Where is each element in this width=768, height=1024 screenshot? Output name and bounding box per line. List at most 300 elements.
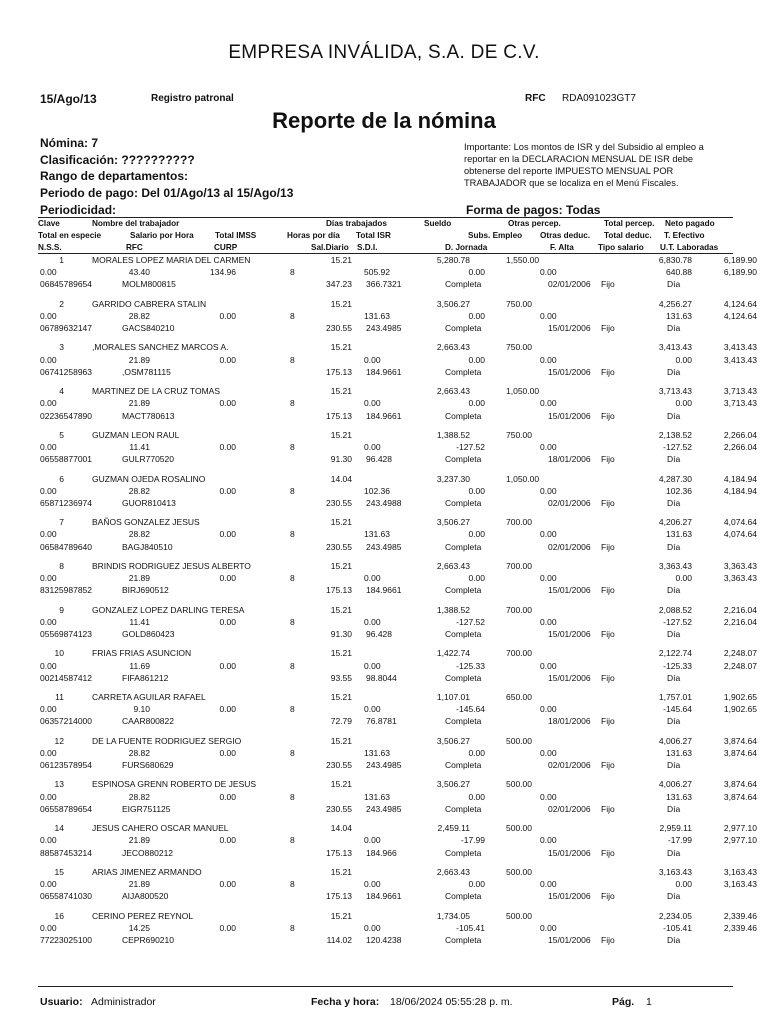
cell-jornada: Completa (445, 367, 482, 377)
cell-neto: 1,902.65 (723, 692, 757, 702)
cell-dias: 15.21 (330, 648, 352, 658)
cell-otras: 1,550.00 (506, 255, 540, 265)
cell-name: GARRIDO CABRERA STALIN (92, 299, 207, 309)
cell-sdi: 243.4988 (366, 498, 402, 508)
usuario-value: Administrador (91, 996, 156, 1008)
cell-isr: 131.63 (364, 311, 390, 321)
cell-especie: 0.00 (40, 529, 57, 539)
cell-odeduc: 0.00 (540, 792, 557, 802)
column-header: N.S.S. (38, 243, 62, 252)
cell-tdeduc: -127.52 (663, 617, 692, 627)
cell-sueldo: 1,388.52 (436, 430, 470, 440)
footer-rule (38, 986, 733, 987)
cell-tipo: Fijo (601, 367, 615, 377)
cell-horas: 8 (290, 835, 295, 845)
cell-neto: 3,713.43 (723, 386, 757, 396)
cell-ut: Día (667, 411, 681, 421)
cell-sueldo: 3,237.30 (436, 474, 470, 484)
report-date: 15/Ago/13 (40, 92, 97, 106)
cell-jornada: Completa (445, 935, 482, 945)
cell-nss: 05569874123 (40, 629, 93, 639)
column-header: U.T. Laboradas (660, 243, 719, 252)
cell-dias: 15.21 (330, 386, 352, 396)
cell-sdi: 184.9661 (366, 411, 402, 421)
cell-tipo: Fijo (601, 542, 615, 552)
cell-nss: 06584789640 (40, 542, 93, 552)
usuario-label: Usuario: (40, 996, 83, 1008)
cell-tperc: 2,138.52 (658, 430, 692, 440)
cell-ut: Día (667, 585, 681, 595)
cell-isr: 0.00 (364, 879, 381, 889)
cell-dias: 15.21 (330, 736, 352, 746)
cell-tdeduc: 0.00 (675, 573, 692, 583)
cell-tperc: 4,006.27 (658, 736, 692, 746)
cell-sdiario: 91.30 (330, 454, 352, 464)
cell-sdiario: 230.55 (326, 542, 352, 552)
cell-shora: 14.25 (128, 923, 150, 933)
cell-tipo: Fijo (601, 891, 615, 901)
registro-patronal-label: Registro patronal (151, 93, 234, 104)
cell-sueldo: 1,734.05 (436, 911, 470, 921)
cell-sdiario: 114.02 (326, 935, 352, 945)
cell-rfc: GOLD860423 (122, 629, 175, 639)
cell-nss: 88587453214 (40, 848, 93, 858)
cell-efectivo: 3,163.43 (723, 879, 757, 889)
cell-isr: 0.00 (364, 355, 381, 365)
cell-tdeduc: 131.63 (666, 748, 692, 758)
cell-dias: 15.21 (330, 561, 352, 571)
column-header: RFC (126, 243, 143, 252)
column-header: Sueldo (424, 219, 452, 228)
cell-efectivo: 3,363.43 (723, 573, 757, 583)
cell-subs: 0.00 (468, 486, 485, 496)
cell-especie: 0.00 (40, 661, 57, 671)
cell-clave: 10 (54, 648, 64, 658)
cell-shora: 11.41 (129, 442, 150, 452)
cell-sueldo: 3,506.27 (436, 736, 470, 746)
cell-imss: 0.00 (219, 355, 236, 365)
cell-efectivo: 2,339.46 (723, 923, 757, 933)
cell-sdi: 120.4238 (366, 935, 402, 945)
cell-dias: 15.21 (330, 255, 352, 265)
forma-pagos-field: Forma de pagos: Todas (466, 203, 601, 217)
cell-otras: 750.00 (506, 342, 532, 352)
cell-neto: 3,363.43 (723, 561, 757, 571)
cell-alta: 15/01/2006 (548, 629, 591, 639)
cell-alta: 15/01/2006 (548, 367, 591, 377)
cell-name: ARIAS JIMENEZ ARMANDO (92, 867, 202, 877)
cell-otras: 650.00 (506, 692, 532, 702)
cell-horas: 8 (290, 442, 295, 452)
cell-odeduc: 0.00 (540, 398, 557, 408)
cell-isr: 0.00 (364, 573, 381, 583)
cell-subs: 0.00 (468, 573, 485, 583)
cell-nss: 77223025100 (40, 935, 93, 945)
cell-nss: 02236547890 (40, 411, 93, 421)
column-header: T. Efectivo (664, 231, 705, 240)
cell-efectivo: 2,216.04 (723, 617, 757, 627)
cell-imss: 0.00 (219, 442, 236, 452)
cell-clave: 5 (59, 430, 64, 440)
rfc-label: RFC (525, 93, 546, 104)
page-number: 1 (646, 996, 652, 1008)
cell-efectivo: 3,874.64 (723, 748, 757, 758)
column-header: F. Alta (550, 243, 574, 252)
cell-tipo: Fijo (601, 411, 615, 421)
cell-tperc: 2,234.05 (658, 911, 692, 921)
cell-sueldo: 2,663.43 (436, 386, 470, 396)
cell-horas: 8 (290, 792, 295, 802)
cell-rfc: ,OSM781115 (122, 367, 171, 377)
cell-sdi: 96.428 (366, 454, 392, 464)
cell-neto: 2,216.04 (723, 605, 757, 615)
cell-jornada: Completa (445, 804, 482, 814)
cell-tperc: 3,713.43 (658, 386, 692, 396)
cell-sueldo: 2,663.43 (436, 867, 470, 877)
cell-ut: Día (667, 716, 681, 726)
cell-ut: Día (667, 673, 681, 683)
report-title: Reporte de la nómina (272, 108, 496, 133)
cell-nss: 06845789654 (40, 279, 93, 289)
cell-especie: 0.00 (40, 398, 57, 408)
cell-neto: 2,339.46 (723, 911, 757, 921)
cell-ut: Día (667, 323, 681, 333)
cell-alta: 15/01/2006 (548, 673, 591, 683)
cell-name: DE LA FUENTE RODRIGUEZ SERGIO (92, 736, 242, 746)
cell-efectivo: 2,977.10 (723, 835, 757, 845)
cell-otras: 700.00 (506, 517, 532, 527)
cell-efectivo: 2,266.04 (723, 442, 757, 452)
cell-horas: 8 (290, 704, 295, 714)
cell-imss: 0.00 (219, 661, 236, 671)
cell-odeduc: 0.00 (540, 529, 557, 539)
cell-neto: 6,189.90 (723, 255, 757, 265)
cell-shora: 28.82 (128, 792, 150, 802)
cell-tperc: 4,006.27 (658, 779, 692, 789)
cell-neto: 3,413.43 (723, 342, 757, 352)
cell-efectivo: 4,124.64 (723, 311, 757, 321)
cell-isr: 0.00 (364, 923, 381, 933)
cell-sdi: 184.9661 (366, 585, 402, 595)
column-header: Total en especie (38, 231, 102, 240)
cell-especie: 0.00 (40, 442, 57, 452)
cell-otras: 500.00 (506, 779, 532, 789)
column-header: Horas por día (287, 231, 340, 240)
cell-tipo: Fijo (601, 673, 615, 683)
cell-subs: 0.00 (468, 879, 485, 889)
company-name: EMPRESA INVÁLIDA, S.A. DE C.V. (228, 42, 540, 63)
cell-sdi: 243.4985 (366, 542, 402, 552)
cell-horas: 8 (290, 486, 295, 496)
cell-clave: 14 (54, 823, 64, 833)
cell-subs: 0.00 (468, 311, 485, 321)
cell-otras: 700.00 (506, 648, 532, 658)
cell-tipo: Fijo (601, 454, 615, 464)
cell-horas: 8 (290, 617, 295, 627)
cell-jornada: Completa (445, 848, 482, 858)
cell-subs: -127.52 (456, 617, 485, 627)
cell-odeduc: 0.00 (540, 311, 557, 321)
cell-dias: 15.21 (330, 911, 352, 921)
cell-jornada: Completa (445, 542, 482, 552)
cell-efectivo: 3,413.43 (723, 355, 757, 365)
cell-horas: 8 (290, 573, 295, 583)
cell-name: MARTINEZ DE LA CRUZ TOMAS (92, 386, 220, 396)
cell-nss: 06558877001 (40, 454, 93, 464)
cell-imss: 0.00 (219, 879, 236, 889)
cell-ut: Día (667, 498, 681, 508)
cell-isr: 131.63 (364, 792, 390, 802)
cell-imss: 0.00 (219, 923, 236, 933)
cell-tperc: 4,256.27 (658, 299, 692, 309)
cell-alta: 18/01/2006 (548, 454, 591, 464)
cell-sdiario: 175.13 (326, 585, 352, 595)
cell-sueldo: 3,506.27 (436, 517, 470, 527)
cell-alta: 15/01/2006 (548, 585, 591, 595)
cell-tipo: Fijo (601, 279, 615, 289)
cell-tipo: Fijo (601, 629, 615, 639)
cell-shora: 9.10 (133, 704, 150, 714)
cell-odeduc: 0.00 (540, 617, 557, 627)
cell-neto: 4,074.64 (723, 517, 757, 527)
cell-rfc: MACT780613 (122, 411, 175, 421)
cell-rfc: FIFA861212 (122, 673, 169, 683)
cell-nss: 06789632147 (40, 323, 93, 333)
cell-otras: 500.00 (506, 911, 532, 921)
cell-tperc: 1,757.01 (658, 692, 692, 702)
cell-efectivo: 4,184.94 (723, 486, 757, 496)
cell-imss: 0.00 (219, 748, 236, 758)
cell-efectivo: 2,248.07 (723, 661, 757, 671)
cell-sdi: 366.7321 (366, 279, 402, 289)
cell-alta: 02/01/2006 (548, 279, 591, 289)
cell-subs: 0.00 (468, 355, 485, 365)
cell-tperc: 6,830.78 (658, 255, 692, 265)
cell-name: JESUS CAHERO OSCAR MANUEL (92, 823, 229, 833)
cell-ut: Día (667, 279, 681, 289)
cell-otras: 1,050.00 (506, 386, 540, 396)
cell-efectivo: 1,902.65 (723, 704, 757, 714)
cell-tipo: Fijo (601, 848, 615, 858)
cell-jornada: Completa (445, 454, 482, 464)
cell-jornada: Completa (445, 323, 482, 333)
cell-tdeduc: -145.64 (663, 704, 692, 714)
cell-efectivo: 3,874.64 (723, 792, 757, 802)
cell-rfc: BIRJ690512 (122, 585, 169, 595)
cell-tipo: Fijo (601, 585, 615, 595)
cell-tdeduc: 640.88 (666, 267, 692, 277)
cell-isr: 102.36 (364, 486, 390, 496)
cell-sdi: 96.428 (366, 629, 392, 639)
cell-rfc: CEPR690210 (122, 935, 174, 945)
cell-imss: 0.00 (219, 792, 236, 802)
cell-sueldo: 1,107.01 (436, 692, 470, 702)
cell-sdi: 76.8781 (366, 716, 397, 726)
cell-horas: 8 (290, 355, 295, 365)
cell-especie: 0.00 (40, 835, 57, 845)
cell-otras: 700.00 (506, 605, 532, 615)
cell-rfc: MOLM800815 (122, 279, 176, 289)
cell-dias: 15.21 (330, 779, 352, 789)
cell-dias: 15.21 (330, 299, 352, 309)
cell-otras: 750.00 (506, 430, 532, 440)
cell-tperc: 4,206.27 (658, 517, 692, 527)
column-header: Total percep. (604, 219, 655, 228)
cell-horas: 8 (290, 661, 295, 671)
column-header: S.D.I. (357, 243, 378, 252)
cell-tdeduc: 131.63 (666, 529, 692, 539)
cell-name: GONZALEZ LOPEZ DARLING TERESA (92, 605, 245, 615)
header-rule-top (38, 217, 733, 218)
cell-ut: Día (667, 367, 681, 377)
cell-rfc: FURS680629 (122, 760, 174, 770)
cell-jornada: Completa (445, 279, 482, 289)
cell-isr: 0.00 (364, 617, 381, 627)
page-label: Pág. (612, 996, 635, 1008)
header-rule-bottom (38, 253, 733, 254)
periodo-pago-field: Periodo de pago: Del 01/Ago/13 al 15/Ago/13 (40, 186, 294, 200)
cell-dias: 15.21 (330, 342, 352, 352)
cell-tperc: 3,163.43 (658, 867, 692, 877)
cell-alta: 15/01/2006 (548, 891, 591, 901)
cell-rfc: GUOR810413 (122, 498, 176, 508)
cell-isr: 131.63 (364, 529, 390, 539)
cell-shora: 21.89 (128, 879, 150, 889)
cell-horas: 8 (290, 748, 295, 758)
cell-sdiario: 230.55 (326, 498, 352, 508)
cell-odeduc: 0.00 (540, 835, 557, 845)
cell-sdi: 98.8044 (366, 673, 397, 683)
cell-rfc: GACS840210 (122, 323, 175, 333)
cell-imss: 0.00 (219, 573, 236, 583)
cell-subs: -105.41 (456, 923, 485, 933)
periodicidad-field: Periodicidad: (40, 203, 117, 217)
cell-shora: 28.82 (128, 311, 150, 321)
clasificacion-field: Clasificación: ?????????? (40, 153, 195, 167)
cell-subs: 0.00 (468, 267, 485, 277)
cell-imss: 0.00 (219, 486, 236, 496)
cell-jornada: Completa (445, 891, 482, 901)
rango-departamentos-field: Rango de departamentos: (40, 169, 189, 183)
column-header: Total deduc. (604, 231, 652, 240)
cell-especie: 0.00 (40, 748, 57, 758)
cell-nss: 06741258963 (40, 367, 93, 377)
cell-sdiario: 93.55 (330, 673, 352, 683)
cell-rfc: BAGJ840510 (122, 542, 173, 552)
column-header: Nombre del trabajador (92, 219, 180, 228)
cell-tperc: 2,088.52 (658, 605, 692, 615)
cell-imss: 134.96 (210, 267, 236, 277)
rfc-value: RDA091023GT7 (562, 93, 636, 104)
cell-nss: 65871236974 (40, 498, 93, 508)
cell-shora: 11.41 (129, 617, 150, 627)
cell-name: ESPINOSA GRENN ROBERTO DE JESUS (92, 779, 257, 789)
cell-rfc: GULR770520 (122, 454, 174, 464)
cell-sueldo: 1,422.74 (436, 648, 470, 658)
cell-alta: 15/01/2006 (548, 411, 591, 421)
cell-jornada: Completa (445, 673, 482, 683)
cell-nss: 00214587412 (40, 673, 93, 683)
cell-jornada: Completa (445, 411, 482, 421)
cell-sdiario: 175.13 (326, 891, 352, 901)
cell-isr: 0.00 (364, 704, 381, 714)
cell-tdeduc: -17.99 (667, 835, 692, 845)
cell-alta: 02/01/2006 (548, 804, 591, 814)
cell-horas: 8 (290, 398, 295, 408)
cell-tdeduc: 0.00 (675, 398, 692, 408)
cell-neto: 2,248.07 (723, 648, 757, 658)
cell-ut: Día (667, 760, 681, 770)
cell-shora: 28.82 (128, 748, 150, 758)
cell-especie: 0.00 (40, 311, 57, 321)
column-header: Días trabajados (326, 219, 387, 228)
cell-ut: Día (667, 804, 681, 814)
cell-isr: 131.63 (364, 748, 390, 758)
cell-sueldo: 3,506.27 (436, 779, 470, 789)
column-header: Subs. Empleo (468, 231, 523, 240)
cell-alta: 15/01/2006 (548, 323, 591, 333)
cell-horas: 8 (290, 267, 295, 277)
cell-tdeduc: 0.00 (675, 879, 692, 889)
cell-clave: 6 (59, 474, 64, 484)
cell-jornada: Completa (445, 760, 482, 770)
cell-subs: -17.99 (460, 835, 485, 845)
cell-dias: 15.21 (330, 867, 352, 877)
cell-sdi: 184.9661 (366, 891, 402, 901)
cell-horas: 8 (290, 311, 295, 321)
cell-alta: 15/01/2006 (548, 848, 591, 858)
cell-clave: 3 (59, 342, 64, 352)
cell-especie: 0.00 (40, 704, 57, 714)
cell-sdiario: 230.55 (326, 804, 352, 814)
cell-rfc: CAAR800822 (122, 716, 174, 726)
cell-rfc: AIJA800520 (122, 891, 169, 901)
importante-note: Importante: Los montos de ISR y del Subsidio al empleo a reportar en la DECLARACION MENSUAL DE ISR debe obtenerse del reporte IMPUESTO MENSUAL POR TRABAJADOR que se localiza en el Menú Fiscales. (464, 142, 704, 188)
cell-imss: 0.00 (219, 835, 236, 845)
cell-horas: 8 (290, 879, 295, 889)
cell-odeduc: 0.00 (540, 573, 557, 583)
cell-subs: -125.33 (456, 661, 485, 671)
fecha-hora-value: 18/06/2024 05:55:28 p. m. (390, 996, 513, 1008)
cell-alta: 02/01/2006 (548, 498, 591, 508)
cell-name: ,MORALES SANCHEZ MARCOS A. (92, 342, 229, 352)
cell-tipo: Fijo (601, 804, 615, 814)
cell-neto: 2,977.10 (723, 823, 757, 833)
cell-tperc: 2,959.11 (659, 823, 692, 833)
cell-odeduc: 0.00 (540, 267, 557, 277)
cell-rfc: EIGR751125 (122, 804, 171, 814)
cell-subs: -127.52 (456, 442, 485, 452)
cell-neto: 3,163.43 (723, 867, 757, 877)
cell-nss: 83125987852 (40, 585, 93, 595)
cell-clave: 9 (59, 605, 64, 615)
cell-subs: -145.64 (456, 704, 485, 714)
cell-especie: 0.00 (40, 355, 57, 365)
cell-alta: 18/01/2006 (548, 716, 591, 726)
cell-name: CARRETA AGUILAR RAFAEL (92, 692, 206, 702)
cell-nss: 06558789654 (40, 804, 93, 814)
cell-tipo: Fijo (601, 498, 615, 508)
cell-especie: 0.00 (40, 792, 57, 802)
cell-clave: 4 (59, 386, 64, 396)
cell-imss: 0.00 (219, 311, 236, 321)
cell-tipo: Fijo (601, 935, 615, 945)
cell-sdiario: 175.13 (326, 411, 352, 421)
cell-sueldo: 2,663.43 (436, 342, 470, 352)
cell-subs: 0.00 (468, 792, 485, 802)
cell-ut: Día (667, 542, 681, 552)
cell-tperc: 3,413.43 (658, 342, 692, 352)
